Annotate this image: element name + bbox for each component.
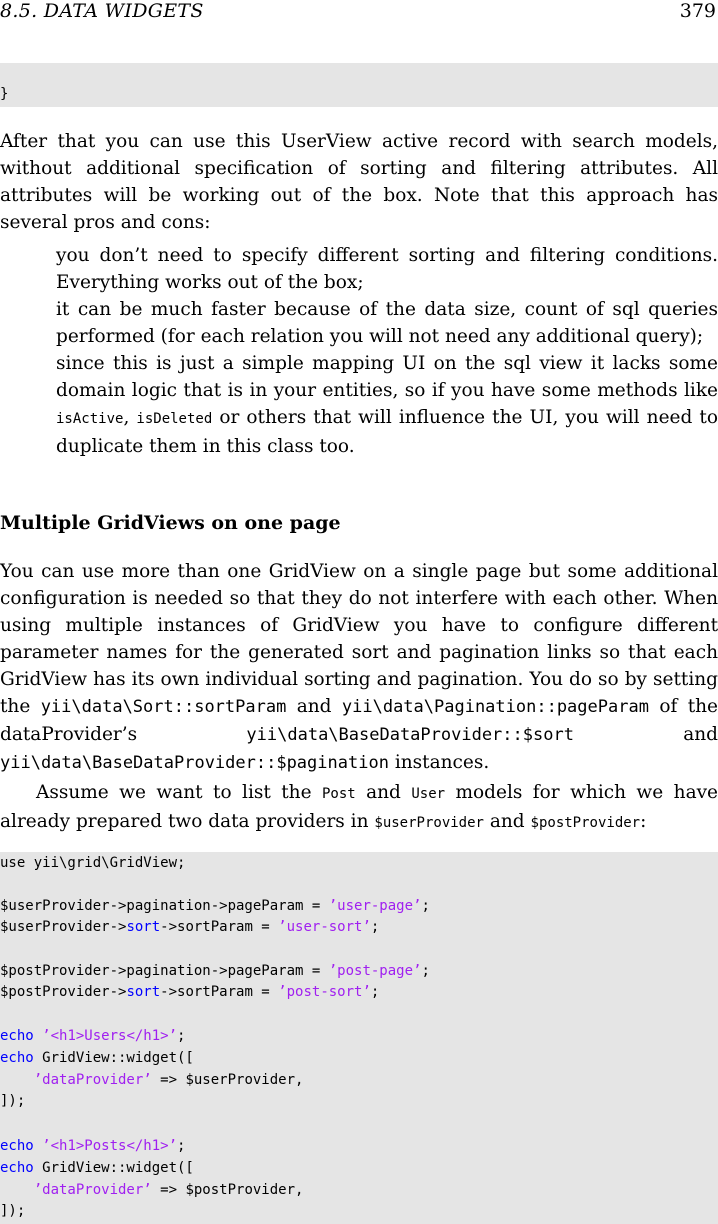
api-link[interactable]: yii\data\Sort::sortParam bbox=[40, 697, 287, 717]
list-item-2: it can be much faster because of the data size, count of sql queries performed (for each relation you will not need any additional query); bbox=[56, 299, 718, 347]
code-line: echo GridView::widget([ bbox=[0, 1160, 194, 1176]
api-link[interactable]: yii\data\BaseDataProvider::$pagination bbox=[0, 753, 389, 773]
code-line: echo ’<h1>Posts</h1>’; bbox=[0, 1138, 186, 1154]
paragraph-intro: After that you can use this UserView active record with search models, without additional specification of sorting and filtering attributes. All attributes will be working out of the box. Note that this approach has several pros and cons: bbox=[0, 131, 718, 233]
inline-code: $postProvider bbox=[530, 815, 641, 831]
code-line: ]); bbox=[0, 1203, 26, 1219]
code-line: $postProvider->pagination->pageParam = ’post-page’; bbox=[0, 963, 430, 979]
code-line: ]); bbox=[0, 1093, 26, 1109]
code-line: $userProvider->sort->sortParam = ’user-sort’; bbox=[0, 919, 380, 935]
inline-code: isActive bbox=[56, 411, 124, 427]
inline-code: Post bbox=[321, 786, 356, 802]
code-line: use yii\grid\GridView; bbox=[0, 855, 186, 871]
api-link[interactable]: yii\data\Pagination::pageParam bbox=[341, 697, 649, 717]
code-line: $userProvider->pagination->pageParam = ’user-page’; bbox=[0, 898, 430, 914]
list-item-1: you don’t need to specify different sorting and filtering conditions. Everything works out of the box; bbox=[56, 245, 718, 293]
list-item-3: since this is just a simple mapping UI on the sql view it lacks some domain logic that is in your entities, so if you have some methods like isActive, isDeleted or others that will influence the UI, you will need to duplicate them in this class too. bbox=[56, 353, 718, 457]
page-number: 379 bbox=[679, 0, 716, 22]
inline-code: $userProvider bbox=[374, 815, 484, 831]
section-title: 8.5. DATA WIDGETS bbox=[0, 0, 204, 22]
paragraph-multiple-gridviews: You can use more than one GridView on a single page but some additional configuration is needed so that they do not interfere with each other. When using multiple instances of GridView you have to configure different parameter names for the generated sort and pagination links so that each GridView has its own individual sorting and pagination. You do so by setting the yii\data\Sort::sortParam and yii\data\Pagination::pageParam of the dataProvider’s yii\data\BaseDataProvider::$sort and yii\data\BaseDataProvider::$pagination instances. bbox=[0, 561, 718, 773]
paragraph-assume: Assume we want to list the Post and User models for which we have already prepared two data providers in $userProvider and $postProvider: bbox=[0, 782, 718, 832]
inline-code: isDeleted bbox=[136, 411, 213, 427]
code-line: ’dataProvider’ => $postProvider, bbox=[33, 1182, 304, 1198]
code-block-gridview bbox=[0, 852, 718, 1224]
section-heading: Multiple GridViews on one page bbox=[0, 512, 341, 534]
api-link[interactable]: yii\data\BaseDataProvider::$sort bbox=[246, 725, 574, 745]
code-block-top bbox=[0, 63, 718, 107]
inline-code: User bbox=[411, 786, 446, 802]
code-line: } bbox=[0, 86, 9, 102]
page-header bbox=[0, 0, 718, 22]
code-line: echo GridView::widget([ bbox=[0, 1050, 194, 1066]
code-line: $postProvider->sort->sortParam = ’post-sort’; bbox=[0, 984, 380, 1000]
code-line: ’dataProvider’ => $userProvider, bbox=[33, 1072, 304, 1088]
code-line: echo ’<h1>Users</h1>’; bbox=[0, 1028, 186, 1044]
